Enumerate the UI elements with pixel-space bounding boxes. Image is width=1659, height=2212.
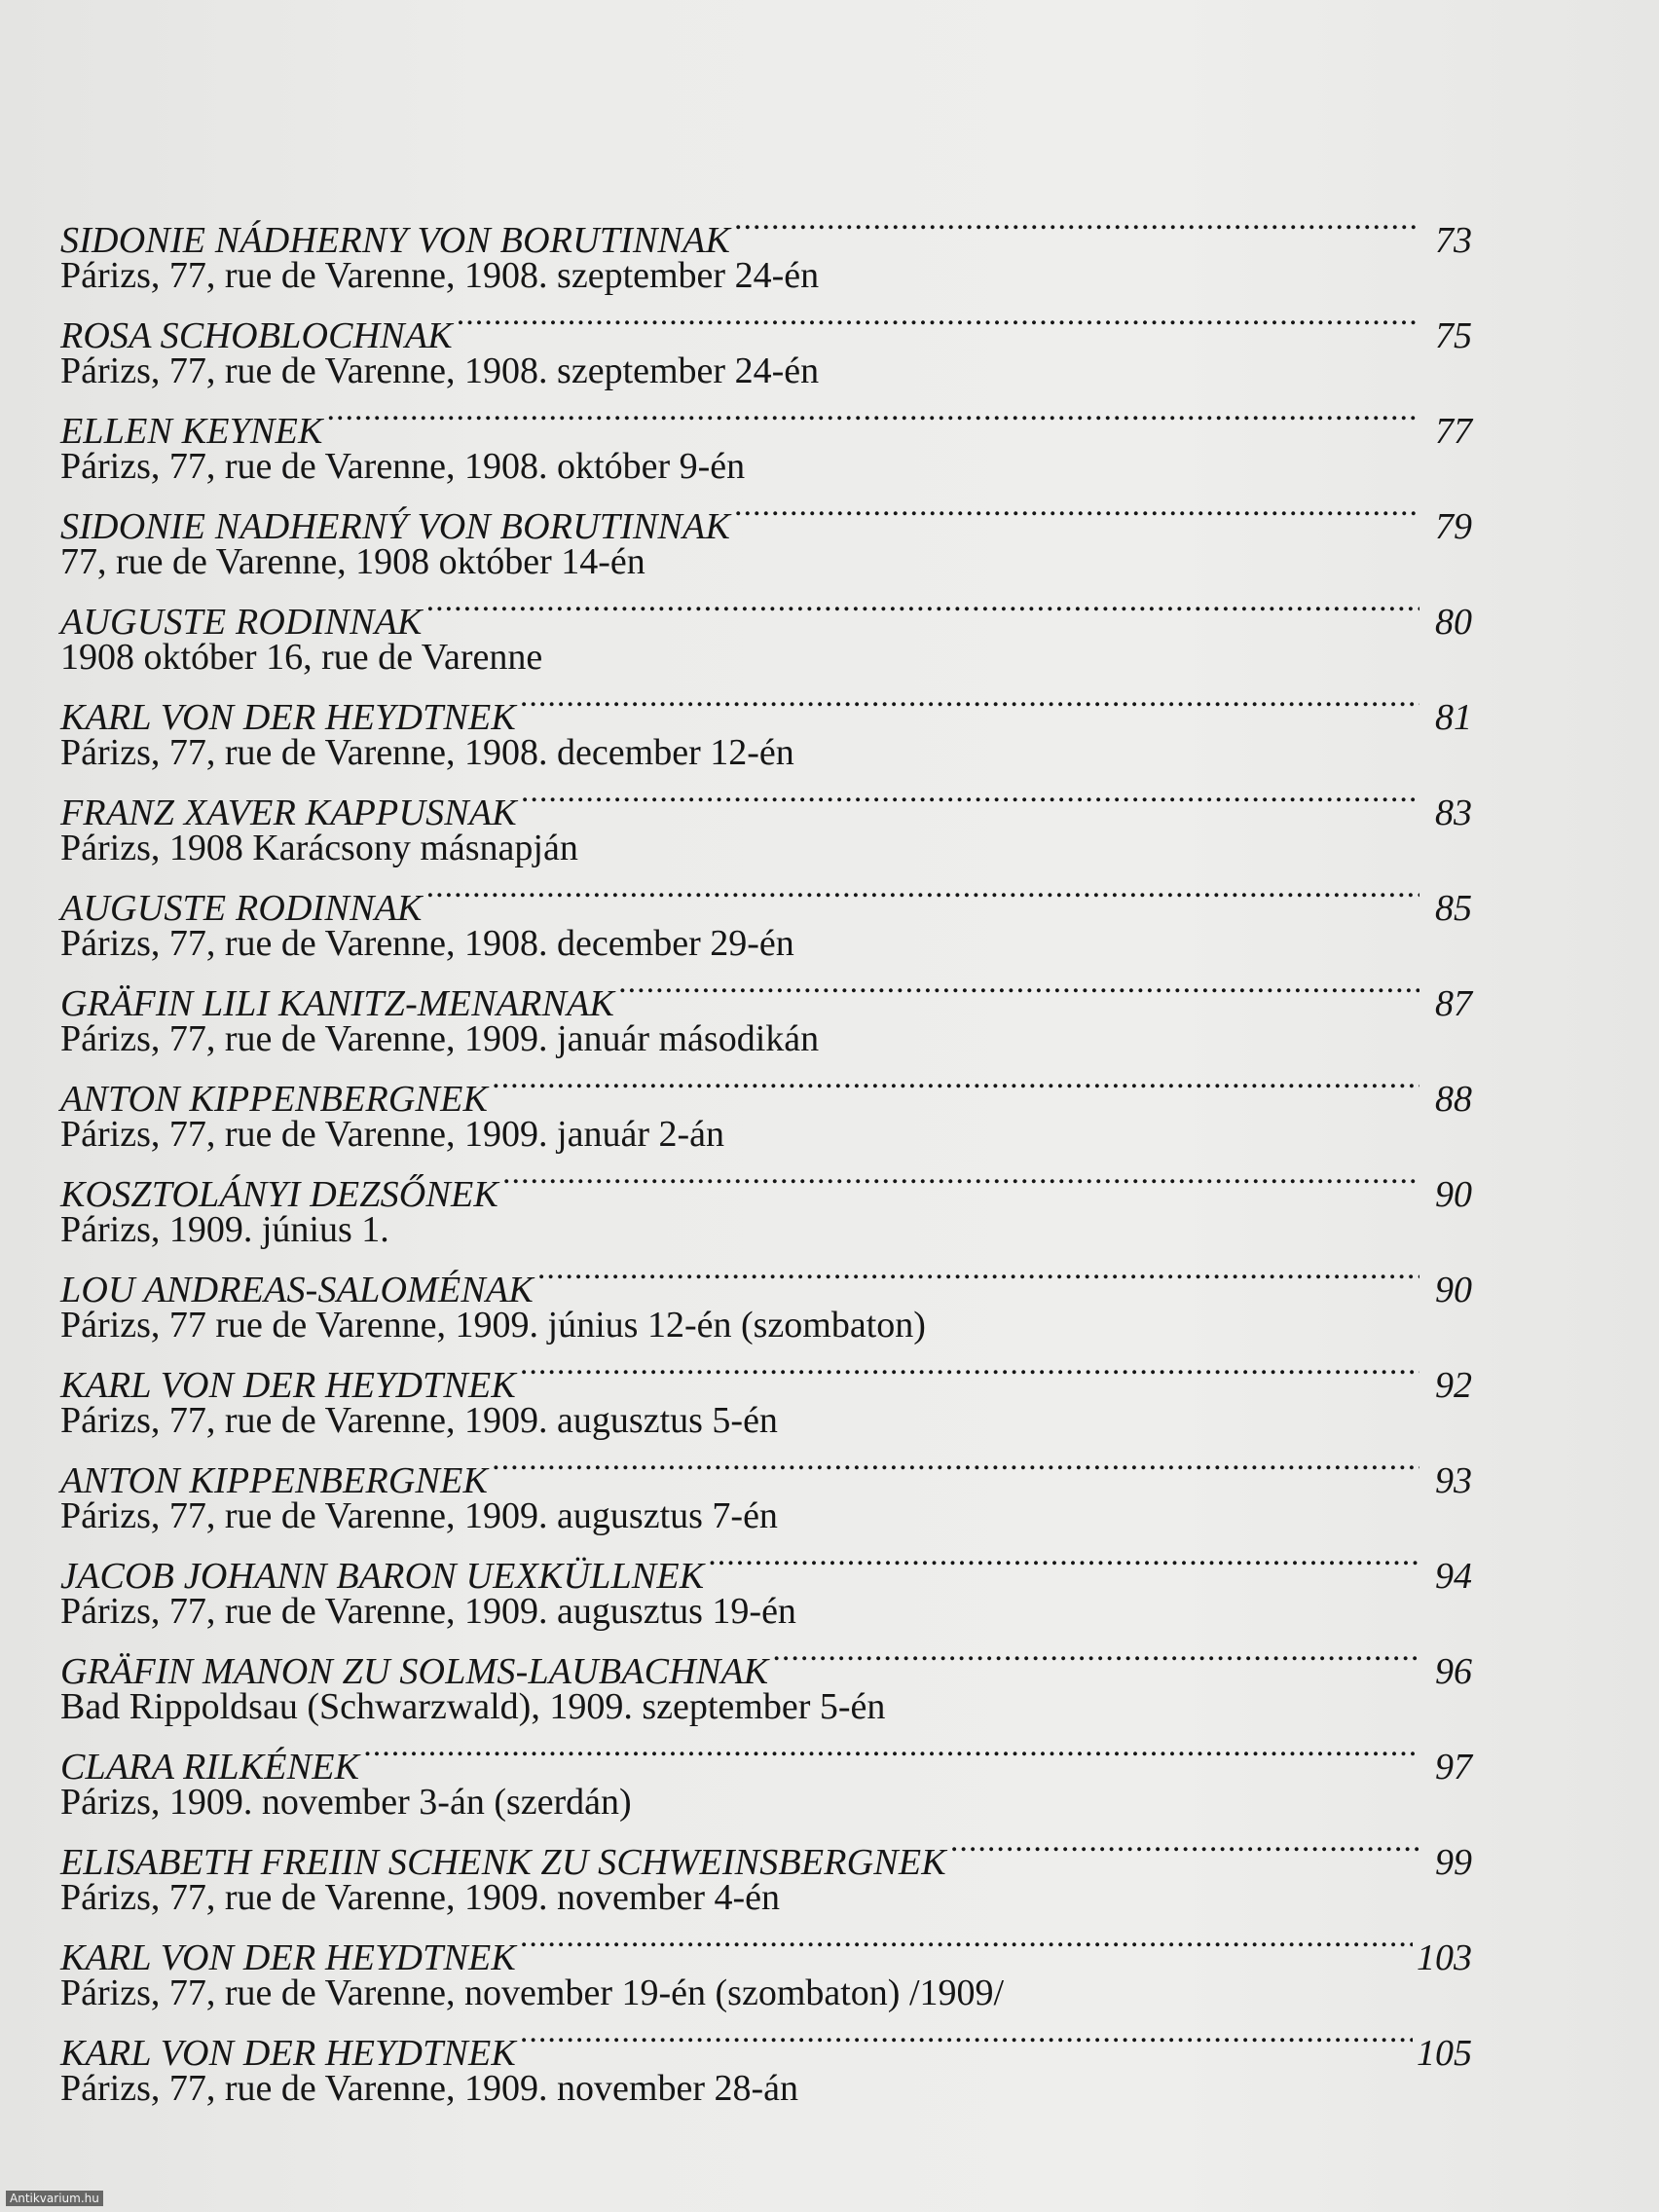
watermark: Antikvarium.hu	[6, 2191, 103, 2206]
toc-entry	[60, 1254, 1472, 1349]
letter-place-date: 1908 október 16, rue de Varenne	[60, 637, 543, 678]
dot-leader	[520, 2017, 1413, 2065]
toc-entry-heading	[60, 777, 1472, 833]
table-of-contents	[60, 204, 1472, 2113]
letter-place-date: Párizs, 1909. június 1.	[60, 1209, 389, 1250]
dot-leader	[520, 682, 1419, 729]
page-number: 96	[1435, 1651, 1472, 1692]
toc-entry	[60, 1636, 1472, 1731]
toc-entry	[60, 395, 1472, 491]
letter-place-date: Párizs, 77, rue de Varenne, 1909. január 2-án	[60, 1114, 725, 1155]
addressee-name: GRÄFIN MANON ZU SOLMS-LAUBACHNAK	[60, 1651, 769, 1692]
addressee-name: FRANZ XAVER KAPPUSNAK	[60, 793, 517, 833]
addressee-name: JACOB JOHANN BARON UEXKÜLLNEK	[60, 1556, 705, 1597]
dot-leader	[734, 204, 1419, 252]
page-number: 80	[1435, 602, 1472, 643]
addressee-name: KARL VON DER HEYDTNEK	[60, 1365, 516, 1406]
toc-entry-heading	[60, 1063, 1472, 1120]
page-number: 77	[1435, 411, 1472, 452]
page-number: 88	[1435, 1079, 1472, 1120]
letter-place-date: Párizs, 1909. november 3-án (szerdán)	[60, 1782, 632, 1823]
page-number: 75	[1435, 315, 1472, 356]
dot-leader	[426, 872, 1419, 920]
dot-leader	[772, 1636, 1419, 1683]
dot-leader	[708, 1540, 1419, 1588]
addressee-name: AUGUSTE RODINNAK	[60, 888, 423, 929]
letter-place-date: Párizs, 77, rue de Varenne, 1909. augusztus 7-én	[60, 1495, 778, 1536]
toc-entry	[60, 1349, 1472, 1445]
letter-place-date: Párizs, 77, rue de Varenne, 1908. október 9-én	[60, 446, 746, 487]
letter-place-date: Párizs, 77, rue de Varenne, 1908. december 29-én	[60, 923, 794, 964]
letter-place-date: Bad Rippoldsau (Schwarzwald), 1909. szeptember 5-én	[60, 1686, 886, 1727]
dot-leader	[492, 1063, 1419, 1111]
letter-place-date: Párizs, 77, rue de Varenne, 1908. szeptember 24-én	[60, 255, 820, 296]
dot-leader	[457, 300, 1419, 348]
page-number: 85	[1435, 888, 1472, 929]
toc-entry	[60, 2017, 1472, 2113]
dot-leader	[426, 586, 1419, 634]
page-number: 81	[1435, 697, 1472, 738]
page-number: 83	[1435, 793, 1472, 833]
addressee-name: ELISABETH FREIIN SCHENK ZU SCHWEINSBERGNEK	[60, 1842, 946, 1883]
dot-leader	[363, 1731, 1419, 1779]
dot-leader	[734, 491, 1419, 538]
page-number: 87	[1435, 983, 1472, 1024]
toc-entry-heading	[60, 491, 1472, 547]
toc-entry	[60, 1063, 1472, 1159]
toc-entry-heading	[60, 1349, 1472, 1406]
page-number: 92	[1435, 1365, 1472, 1406]
addressee-name: AUGUSTE RODINNAK	[60, 602, 423, 643]
letter-place-date: Párizs, 77, rue de Varenne, 1909. január másodikán	[60, 1018, 820, 1059]
addressee-name: KARL VON DER HEYDTNEK	[60, 697, 516, 738]
toc-entry-heading	[60, 1826, 1472, 1883]
page-number: 73	[1435, 220, 1472, 261]
toc-entry	[60, 586, 1472, 682]
toc-entry-heading	[60, 300, 1472, 356]
toc-entry	[60, 682, 1472, 777]
toc-entry-heading	[60, 1159, 1472, 1215]
page-number: 90	[1435, 1174, 1472, 1215]
toc-entry	[60, 1445, 1472, 1540]
letter-place-date: Párizs, 77 rue de Varenne, 1909. június 12-én (szombaton)	[60, 1305, 926, 1346]
letter-place-date: 77, rue de Varenne, 1908 október 14-én	[60, 541, 645, 582]
toc-entry-heading	[60, 1540, 1472, 1597]
addressee-name: KARL VON DER HEYDTNEK	[60, 2033, 516, 2074]
toc-entry	[60, 491, 1472, 586]
addressee-name: CLARA RILKÉNEK	[60, 1747, 360, 1788]
page-number: 94	[1435, 1556, 1472, 1597]
addressee-name: SIDONIE NÁDHERNY VON BORUTINNAK	[60, 220, 731, 261]
letter-place-date: Párizs, 77, rue de Varenne, 1909. november 28-án	[60, 2068, 799, 2109]
toc-entry	[60, 1159, 1472, 1254]
letter-place-date: Párizs, 77, rue de Varenne, november 19-én (szombaton) /1909/	[60, 1972, 1005, 2013]
dot-leader	[520, 1349, 1419, 1397]
dot-leader	[327, 395, 1419, 443]
dot-leader	[521, 777, 1419, 825]
toc-entry-heading	[60, 395, 1472, 452]
toc-entry-heading	[60, 204, 1472, 261]
addressee-name: GRÄFIN LILI KANITZ-MENARNAK	[60, 983, 615, 1024]
toc-entry	[60, 1540, 1472, 1636]
dot-leader	[618, 968, 1419, 1015]
dot-leader	[492, 1445, 1419, 1493]
addressee-name: LOU ANDREAS-SALOMÉNAK	[60, 1270, 534, 1310]
letter-place-date: Párizs, 77, rue de Varenne, 1909. augusztus 5-én	[60, 1400, 778, 1441]
toc-entry-heading	[60, 586, 1472, 643]
page-number: 90	[1435, 1270, 1472, 1310]
toc-entry	[60, 300, 1472, 395]
dot-leader	[502, 1159, 1419, 1206]
toc-entry-heading	[60, 682, 1472, 738]
page-number: 97	[1435, 1747, 1472, 1788]
page-number: 79	[1435, 506, 1472, 547]
toc-entry	[60, 777, 1472, 872]
addressee-name: SIDONIE NADHERNÝ VON BORUTINNAK	[60, 506, 731, 547]
toc-entry	[60, 1826, 1472, 1922]
letter-place-date: Párizs, 77, rue de Varenne, 1908. szeptember 24-én	[60, 350, 820, 391]
toc-entry	[60, 1922, 1472, 2017]
letter-place-date: Párizs, 77, rue de Varenne, 1908. december 12-én	[60, 732, 794, 773]
page-number: 103	[1417, 1937, 1472, 1978]
page-number: 93	[1435, 1460, 1472, 1501]
toc-entry-heading	[60, 2017, 1472, 2074]
addressee-name: KARL VON DER HEYDTNEK	[60, 1937, 516, 1978]
toc-entry	[60, 872, 1472, 968]
page-number: 99	[1435, 1842, 1472, 1883]
toc-entry-heading	[60, 1636, 1472, 1692]
toc-entry	[60, 968, 1472, 1063]
dot-leader	[950, 1826, 1419, 1874]
dot-leader	[537, 1254, 1419, 1302]
addressee-name: ANTON KIPPENBERGNEK	[60, 1079, 489, 1120]
addressee-name: ANTON KIPPENBERGNEK	[60, 1460, 489, 1501]
toc-entry-heading	[60, 872, 1472, 929]
letter-place-date: Párizs, 1908 Karácsony másnapján	[60, 828, 578, 868]
addressee-name: ELLEN KEYNEK	[60, 411, 323, 452]
toc-entry-heading	[60, 1254, 1472, 1310]
page-number: 105	[1417, 2033, 1472, 2074]
addressee-name: ROSA SCHOBLOCHNAK	[60, 315, 453, 356]
letter-place-date: Párizs, 77, rue de Varenne, 1909. november 4-én	[60, 1877, 781, 1918]
toc-entry	[60, 1731, 1472, 1826]
toc-entry	[60, 204, 1472, 300]
addressee-name: KOSZTOLÁNYI DEZSŐNEK	[60, 1174, 498, 1215]
dot-leader	[520, 1922, 1413, 1970]
letter-place-date: Párizs, 77, rue de Varenne, 1909. augusztus 19-én	[60, 1591, 796, 1632]
toc-entry-heading	[60, 1731, 1472, 1788]
toc-entry-heading	[60, 968, 1472, 1024]
toc-entry-heading	[60, 1445, 1472, 1501]
toc-entry-heading	[60, 1922, 1472, 1978]
